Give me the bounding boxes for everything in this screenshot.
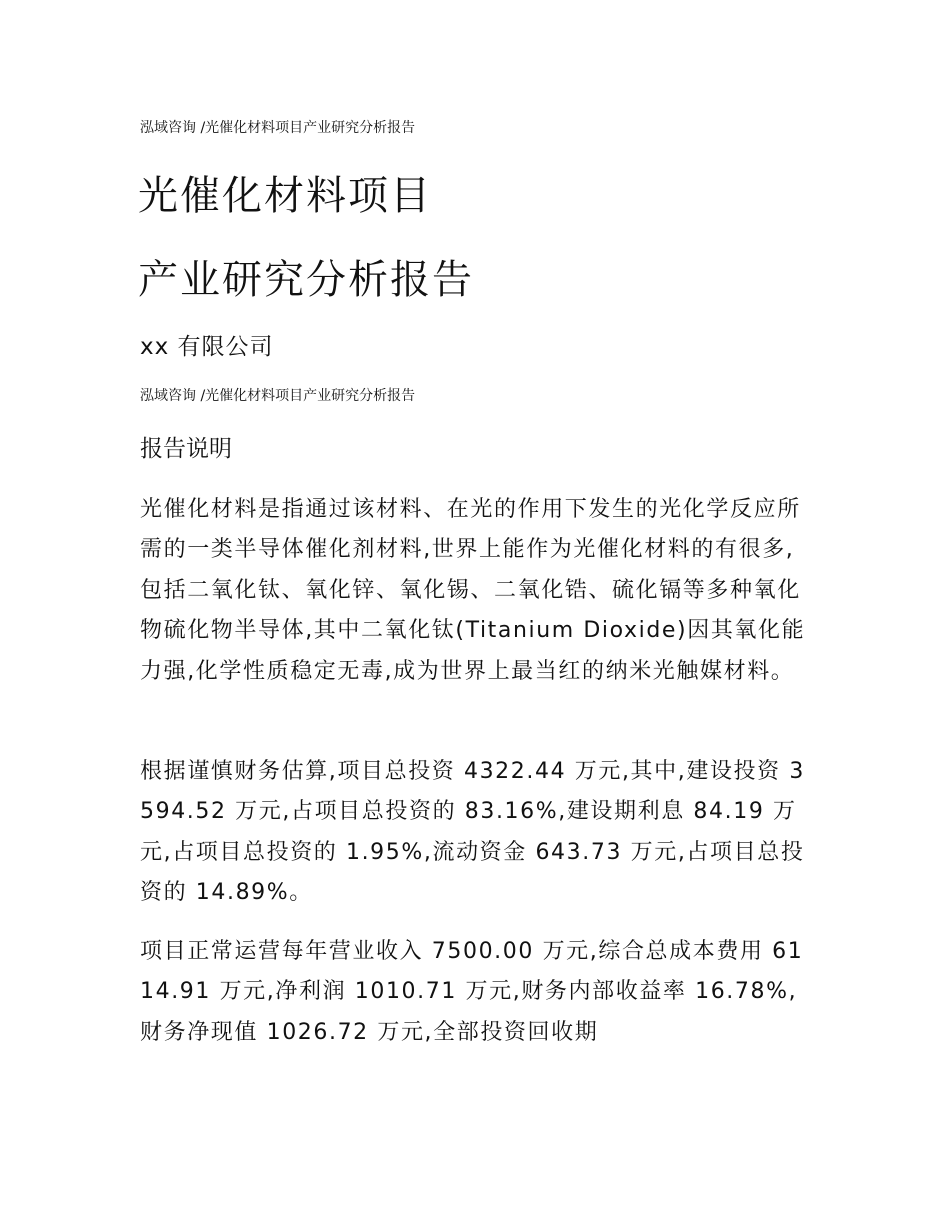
paragraph-operating-revenue: 项目正常运营每年营业收入 7500.00 万元,综合总成本费用 6114.91 万元,净利润 1010.71 万元,财务内部收益率 16.78%,财务净现值 1026.72 万元,全部投资回收期 (140, 939, 804, 1045)
running-header-top: 泓域咨询 /光催化材料项目产业研究分析报告 (140, 120, 416, 136)
cover-title-line2: 产业研究分析报告 (138, 257, 474, 303)
paragraph-investment-estimate: 根据谨慎财务估算,项目总投资 4322.44 万元,其中,建设投资 3594.52 万元,占项目总投资的 83.16%,建设期利息 84.19 万元,占项目总投资的 1.95%,流动资金 643.73 万元,占项目总投资的 14.89%。 (140, 759, 805, 906)
company-name: xx 有限公司 (140, 334, 274, 360)
paragraph-material-description: 光催化材料是指通过该材料、在光的作用下发生的光化学反应所需的一类半导体催化剂材料,世界上能作为光催化材料的有很多,包括二氧化钛、氧化锌、氧化锡、二氧化锆、硫化镉等多种氧化物硫化物半导体,其中二氧化钛(Titanium Dioxide)因其氧化能力强,化学性质稳定无毒,成为世界上最当红的纳米光触媒材料。 (140, 497, 806, 684)
cover-title-line1: 光催化材料项目 (138, 173, 432, 219)
section-heading-report-notes: 报告说明 (140, 436, 232, 462)
running-header-second: 泓域咨询 /光催化材料项目产业研究分析报告 (140, 388, 416, 404)
